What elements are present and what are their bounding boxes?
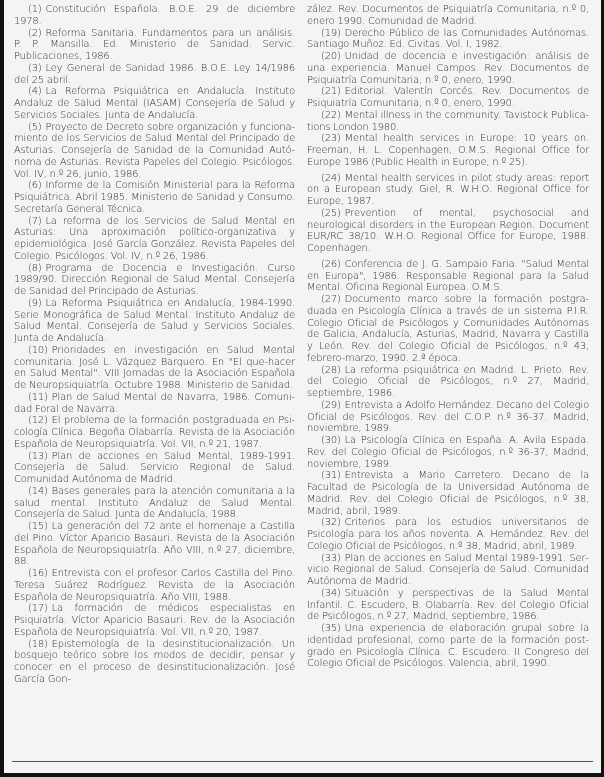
reference-number: (22) <box>321 109 341 121</box>
reference-number: (11) <box>28 391 48 403</box>
reference-text: Epistemología de la desinstitucionalización. Un bosquejo teórico sobre los modos de decidir, pensar y conocer en el proceso de desinstitucionalización. José García Gon- <box>14 638 295 685</box>
reference-number: (19) <box>321 27 341 39</box>
reference-number: (4) <box>28 86 42 98</box>
reference-text: Mental illness in the community. Tavistock Publications London 1980. <box>307 109 589 133</box>
reference-text: Una experiencia de elaboración grupal sobre la identidad profesional, como parte de la formación postgrado en Psicología Clínica. C. Escudero. II Congreso del Colegio Oficial de Psicólogos. Valencia, abril, 1990. <box>307 623 589 670</box>
reference-text: Mental health services in pilot study areas: report on a European study. Giel, R. W.H.O. Regional Office for Europe, 1987. <box>307 172 589 207</box>
reference-item <box>14 486 295 521</box>
reference-item <box>307 623 589 670</box>
reference-item <box>307 259 589 294</box>
reference-item <box>307 470 589 517</box>
reference-number: (14) <box>28 485 48 497</box>
reference-number: (6) <box>28 180 42 192</box>
reference-text: Unidad de docencia e investigación: análisis de una experiencia. Manuel Campos. Rev. Documentos de Psiquiatría Comunitaria, n.º 0, enero, 1990. <box>307 51 589 86</box>
reference-number: (25) <box>321 207 341 219</box>
reference-number: (28) <box>321 364 341 376</box>
reference-item <box>14 298 295 345</box>
reference-item <box>307 435 589 470</box>
reference-text: El problema de la formación postgraduada en Psicología Clínica. Begoña Olabarría. Revista de la Asociación Española de Neuropsiquiatría. Vol. VII, n.º 21, 1987. <box>14 415 295 450</box>
reference-item <box>307 208 589 255</box>
reference-item <box>14 216 295 263</box>
reference-number: (8) <box>28 262 42 274</box>
reference-item <box>307 588 589 623</box>
reference-item <box>307 294 589 365</box>
reference-number: (30) <box>321 435 341 446</box>
reference-text: La reforma psiquiátrica en Madrid. L. Prieto. Rev. del Colegio Oficial de Psicólogos, n.º 27, Madrid, septiembre, 1986. <box>307 364 589 399</box>
reference-item <box>14 122 295 181</box>
reference-item <box>307 400 589 435</box>
reference-item <box>307 51 589 86</box>
reference-text: Derecho Público de las Comunidades Autónomas. Santiago Muñoz. Ed. Civitas. Vol. I, 1982. <box>307 27 589 51</box>
reference-item <box>14 263 295 298</box>
reference-number: (10) <box>28 344 48 356</box>
reference-item <box>307 133 589 168</box>
reference-text: Prioridades en investigación en Salud Mental comunitaria. José L. Vázquez Barquero. En "El que-hacer en Salud Mental". VIII Jornadas de la Asociación Española de Neuropsiquiatría. Octubre 1988. Ministerio de Sanidad. <box>14 344 295 391</box>
reference-text: Plan de acciones en Salud Mental, 1989-1991. Consejería de Salud. Servicio Regional de Salud. Comunidad Autónoma de Madrid. <box>14 450 295 485</box>
reference-text: Plan de Salud Mental de Navarra, 1986. Comunidad Foral de Navarra. <box>14 391 295 415</box>
reference-item <box>14 63 295 87</box>
reference-item <box>14 180 295 215</box>
reference-item <box>307 365 589 400</box>
reference-text: Constitución Española. B.O.E. 29 de diciembre 1978. <box>14 4 295 27</box>
reference-item <box>14 392 295 416</box>
reference-continuation: zález. Rev. Documentos de Psiquiatría Comunitaria, n.º 0, enero 1990. Comunidad de Madrid. <box>307 4 589 27</box>
reference-item <box>307 553 589 588</box>
reference-text: Entrevista a Mario Carretero. Decano de la Facultad de Psicología de la Universidad Autónoma de Madrid. Rev. del Colegio Oficial de Psicólogos, n.º 38, Madrid, abril, 1989. <box>307 470 589 517</box>
reference-number: (23) <box>321 133 341 145</box>
reference-item <box>307 110 589 134</box>
reference-text: Prevention of mental, psychosocial and neurological disorders in the European Region. Document EUR/RC 38/10. W.H.O. Regional Office for Europe, 1988. Copenhagen. <box>307 207 589 254</box>
reference-number: (34) <box>321 587 341 599</box>
reference-number: (15) <box>28 521 48 532</box>
reference-number: (31) <box>321 470 341 482</box>
reference-item <box>14 568 295 603</box>
reference-text: Bases generales para la atención comunitaria a la salud mental. Instituto Andaluz de Salud Mental. Consejería de Salud. Junta de Andalucía, 1988. <box>14 485 295 521</box>
reference-item <box>307 173 589 208</box>
reference-number: (29) <box>321 399 341 411</box>
footer-rule <box>12 761 593 762</box>
reference-text: Reforma Sanitaria. Fundamentos para un análisis. P. P. Mansilla. Ed. Ministerio de Sanidad. Servic. Publicaciones, 1986. <box>14 27 295 62</box>
reference-number: (1) <box>28 4 42 15</box>
document-page <box>4 0 601 773</box>
reference-number: (35) <box>321 623 341 634</box>
reference-number: (17) <box>28 603 48 615</box>
references-right-column <box>307 4 589 670</box>
reference-text: Conferencia de J. G. Sampaio Faria. "Salud Mental en Europa", 1986. Responsable Regional para la Salud Mental. Oficina Regional Europea. O.M.S. <box>307 258 589 294</box>
references-left-column <box>14 4 295 686</box>
reference-text: La formación de médicos especialistas en Psiquiatría. Víctor Aparicio Basauri. Rev. de la Asociación Española de Neuropsiquiatría. Vol. VII, n.º 20, 1987. <box>14 603 295 638</box>
reference-text: La Psicología Clínica en España. A. Avila Espada. Rev. del Colegio Oficial de Psicólogos, n.º 36-37, Madrid, noviembre, 1989. <box>307 435 589 470</box>
reference-text: Proyecto de Decreto sobre organización y funcionamiento de los Servicios de Salud Mental del Principado de Asturias. Consejería de Sanidad de la Comunidad Autónoma de Asturias. Revista Papeles del Colegio. Psicólogos. Vol. IV, n.º 26, junio, 1986. <box>14 121 295 180</box>
reference-number: (26) <box>321 258 341 270</box>
reference-text: Documento marco sobre la formación postgraduada en Psicología Clínica a través de un sistema P.I.R. Colegio Oficial de Psicólogos y Comunidades Autónomas de Galicia, Andalucía, Asturias, Madrid, Navarra y Castilla y León. Rev. del Colegio Oficial de Psicólogos, n.º 43, febrero-marzo, 1990. 2.ª época. <box>307 294 589 364</box>
reference-text: Plan de acciones en Salud Mental 1989-1991. Servicio Regional de Salud. Consejería de Salud. Comunidad Autónoma de Madrid. <box>307 552 589 587</box>
reference-number: (33) <box>321 552 341 564</box>
reference-text: La Reforma Psiquiátrica en Andalucía. Instituto Andaluz de Salud Mental (IASAM) Consejería de Salud y Servicios Sociales. Junta de Andalucía. <box>14 86 295 121</box>
reference-text: Editorial. Valentín Corcés. Rev. Documentos de Psiquiatría Comunitaria, n.º 0, enero, 1990. <box>307 86 589 109</box>
reference-item <box>307 28 589 52</box>
reference-number: (2) <box>28 27 42 39</box>
reference-number: (5) <box>28 121 42 133</box>
reference-number: (3) <box>28 62 42 74</box>
reference-item <box>14 521 295 568</box>
reference-number: (18) <box>28 638 48 650</box>
reference-item <box>14 28 295 63</box>
reference-text: Informe de la Comisión Ministerial para la Reforma Psiquiátrica. Abril 1985. Ministerio de Sanidad y Consumo. Secretaría General Técnica. <box>14 180 295 215</box>
reference-item <box>14 415 295 450</box>
reference-item <box>14 603 295 638</box>
reference-number: (12) <box>28 415 48 427</box>
reference-item <box>14 639 295 686</box>
reference-number: (9) <box>28 297 42 309</box>
reference-text: Entrevista con el profesor Carlos Castilla del Pino. Teresa Suárez Rodríguez. Revista de la Asociación Española de Neuropsiquiatría. Año VIII, 1988. <box>14 568 295 603</box>
reference-number: (32) <box>321 517 341 529</box>
reference-item <box>14 4 295 28</box>
reference-text: Programa de Docencia e Investigación. Curso 1989/90. Dirección Regional de Salud Mental. Consejería de Sanidad del Principado de Asturias. <box>14 262 295 297</box>
reference-item <box>14 451 295 486</box>
reference-text: Criterios para los estudios universitarios de Psicología para los años noventa. A. Hernández. Rev. del Colegio Oficial de Psicólogos, n.º 38, Madrid, abril, 1989. <box>307 517 589 552</box>
reference-text: Ley General de Sanidad 1986. B.O.E. Ley 14/1986 del 25 abril. <box>14 62 295 86</box>
reference-text: La generación del 72 ante el homenaje a Castilla del Pino. Víctor Aparicio Basauri. Revista de la Asociación Española de Neuropsiquiatría. Año VIII, n.º 27, diciembre, 88. <box>14 521 295 568</box>
reference-item <box>307 517 589 552</box>
reference-text: Entrevista a Adolfo Hernández. Decano del Colegio Oficial de Psicólogos. Rev. del C.O.P. n.º 36-37. Madrid, noviembre, 1989. <box>307 399 589 435</box>
reference-item <box>14 86 295 121</box>
reference-text: Mental health services in Europe: 10 years on. Freeman, H. L. Copenhagen, O.M.S. Regional Office for Europe 1986 (Public Health in Europe, n.º 25). <box>307 133 589 168</box>
reference-item <box>14 345 295 392</box>
reference-number: (16) <box>28 568 48 579</box>
reference-text: Situación y perspectivas de la Salud Mental Infantil. C. Escudero, B. Olabarría. Rev. del Colegio Oficial de Psicólogos, n.º 27, Madrid, septiembre, 1986. <box>307 587 589 623</box>
reference-number: (13) <box>28 450 48 462</box>
reference-number: (7) <box>28 215 42 227</box>
reference-text: La reforma de los Servicios de Salud Mental en Asturias: Una aproximación político-organizativa y epidemiológica. José García González. Revista Papeles del Colegio. Psicólogos. Vol. IV, n.º 26, 1986. <box>14 215 295 262</box>
reference-number: (27) <box>321 294 341 305</box>
reference-number: (24) <box>321 172 341 184</box>
reference-item <box>307 86 589 110</box>
reference-number: (21) <box>321 86 341 98</box>
reference-text: La Reforma Psiquiátrica en Andalucía, 1984-1990. Serie Monográfica de Salud Mental. Instituto Andaluz de Salud Mental. Consejería de Salud y Servicios Sociales. Junta de Andalucía. <box>14 297 295 344</box>
reference-number: (20) <box>321 51 341 62</box>
